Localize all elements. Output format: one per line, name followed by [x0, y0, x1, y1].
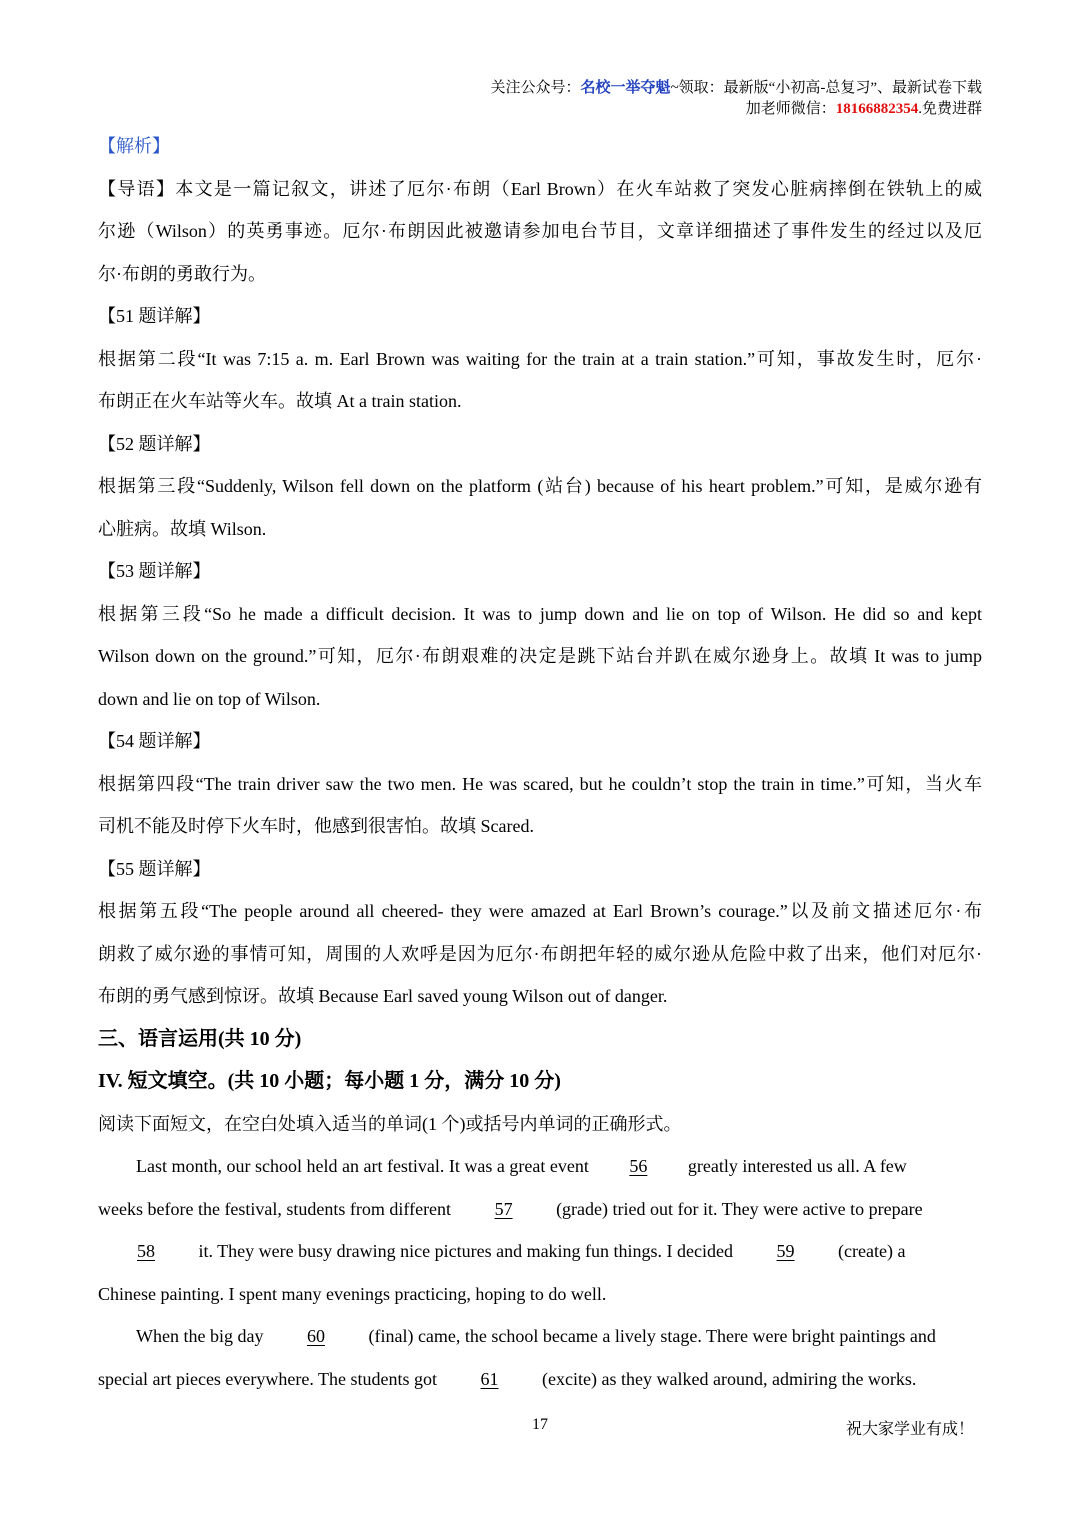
q52-line: 根据第三段“Suddenly, Wilson fell down on the platform (站台) because of his heart problem.”可知，是威尔逊有 — [98, 476, 982, 496]
document-body — [98, 125, 982, 1400]
passage-line — [98, 1188, 982, 1231]
passage-text: (excite) as they walked around, admiring the works. — [542, 1368, 917, 1389]
page-header — [491, 78, 982, 120]
passage-text: it. They were busy drawing nice pictures and making fun things. I decided — [198, 1241, 734, 1261]
q55-title: 【55 题详解】 — [98, 858, 211, 879]
q52-line: 心脏病。故填 Wilson. — [98, 518, 267, 539]
intro-line: 尔逊（Wilson）的英勇事迹。厄尔·布朗因此被邀请参加电台节目，文章详细描述了事件发生的经过以及厄 — [98, 221, 982, 241]
section-3-title: 三、语言运用(共 10 分) — [98, 1027, 302, 1050]
header-line-2 — [491, 99, 982, 120]
instruction: 阅读下面短文，在空白处填入适当的单词(1 个)或括号内单词的正确形式。 — [98, 1113, 682, 1134]
page-number: 17 — [532, 1416, 548, 1433]
passage-text: weeks before the festival, students from different — [98, 1198, 452, 1219]
blank-58: 58 — [137, 1241, 155, 1261]
footer-slogan: 祝大家学业有成！ — [845, 1421, 974, 1438]
q51-title: 【51 题详解】 — [98, 306, 211, 326]
passage-text: greatly interested us all. A few — [687, 1156, 907, 1176]
q51-line: 根据第二段“It was 7:15 a. m. Earl Brown was waiting for the train at a train station.”可知，事故发生时，厄尔· — [98, 348, 982, 369]
section-4-title: IV. 短文填空。(共 10 小题；每小题 1 分，满分 10 分) — [98, 1070, 561, 1092]
q53-line: Wilson down on the ground.”可知，厄尔·布朗艰难的决定是跳下站台并趴在威尔逊身上。故填 It was to jump — [98, 646, 982, 666]
header-label: 关注公众号： — [490, 80, 581, 96]
header-line-1 — [491, 78, 982, 99]
passage-text: (create) a — [838, 1241, 906, 1261]
passage-line — [98, 1230, 982, 1273]
q54-title: 【54 题详解】 — [98, 731, 211, 751]
blank-60: 60 — [306, 1326, 325, 1346]
account-name: 名校一举夺魁 — [580, 80, 671, 96]
q53-line: 根据第三段“So he made a difficult decision. It was to jump down and lie on top of Wilson. He did so and kept — [98, 603, 982, 624]
q54-line: 根据第四段“The train driver saw the two men. He was scared, but he couldn’t stop the train in time.”可知，当火车 — [98, 773, 982, 794]
wechat-number: 18166882354 — [835, 101, 919, 117]
intro-line: 尔·布朗的勇敢行为。 — [98, 263, 266, 284]
q53-title: 【53 题详解】 — [98, 561, 211, 581]
passage-text: (final) came, the school became a lively stage. There were bright paintings and — [368, 1326, 936, 1346]
passage-text: Last month, our school held an art festival. It was a great event — [136, 1156, 589, 1176]
q55-line: 根据第五段“The people around all cheered- they were amazed at Earl Brown’s courage.”以及前文描述厄尔·布 — [98, 901, 982, 921]
wechat-label: 加老师微信： — [745, 101, 836, 117]
q54-line: 司机不能及时停下火车时，他感到很害怕。故填 Scared. — [98, 816, 534, 836]
blank-57: 57 — [494, 1198, 513, 1219]
passage-text: When the big day — [136, 1326, 264, 1346]
blank-59: 59 — [776, 1241, 795, 1261]
passage-line — [98, 1145, 982, 1188]
passage-line: Chinese painting. I spent many evenings practicing, hoping to do well. — [98, 1283, 607, 1304]
header-promo: ~领取：最新版“小初高-总复习”、最新试卷下载 — [670, 80, 982, 96]
wechat-suffix: .免费进群 — [918, 101, 982, 117]
blank-56: 56 — [629, 1156, 648, 1176]
intro-line: 【导语】本文是一篇记叙文，讲述了厄尔·布朗（Earl Brown）在火车站救了突发心脏病摔倒在铁轨上的威 — [98, 178, 982, 199]
q52-title: 【52 题详解】 — [98, 433, 211, 454]
q55-line: 布朗的勇气感到惊讶。故填 Because Earl saved young Wilson out of danger. — [98, 986, 668, 1006]
passage-text: special art pieces everywhere. The students got — [98, 1368, 438, 1389]
q55-line: 朗救了威尔逊的事情可知，周围的人欢呼是因为厄尔·布朗把年轻的威尔逊从危险中救了出来，他们对厄尔· — [98, 943, 982, 964]
passage-text: (grade) tried out for it. They were active to prepare — [556, 1198, 923, 1219]
blank-61: 61 — [480, 1368, 499, 1389]
q51-line: 布朗正在火车站等火车。故填 At a train station. — [98, 391, 462, 411]
passage-line — [98, 1315, 982, 1358]
analysis-label: 【解析】 — [98, 136, 170, 156]
q53-line: down and lie on top of Wilson. — [98, 688, 321, 709]
passage-line — [98, 1358, 982, 1401]
